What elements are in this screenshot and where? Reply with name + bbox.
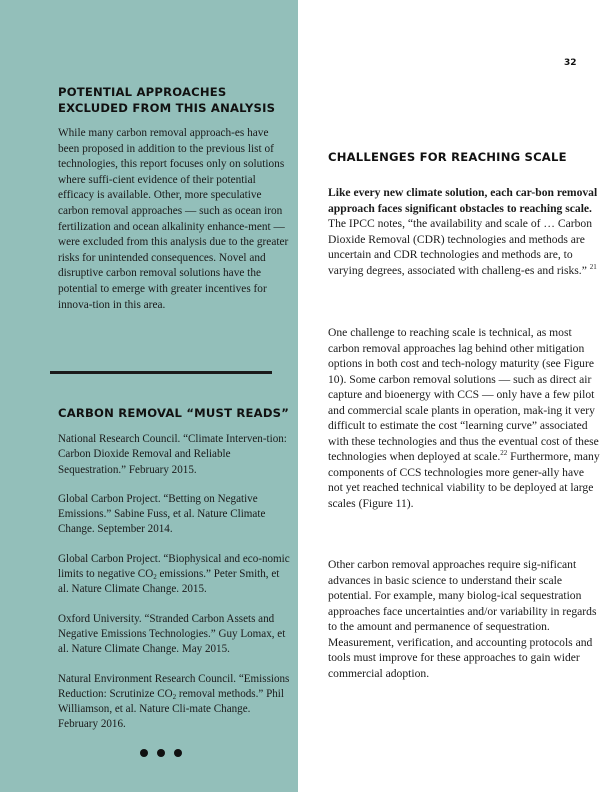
paragraph-science: Other carbon removal approaches require sig-nificant advances in basic science to understand their scale potential. For example, many biolog-ical sequestration approaches face uncertainties and/or variability in regards to the amount and permanence of sequestration. Measurement, verification, and accounting protocols and tools must improve for these approaches to gain wider commercial adoption. bbox=[328, 558, 597, 680]
challenges-heading: CHALLENGES FOR REACHING SCALE bbox=[328, 150, 567, 164]
footnote-ref: 21 bbox=[589, 262, 597, 271]
excluded-approaches-heading bbox=[58, 84, 288, 116]
paragraph-text: Furthermore, many components of CCS technologies more gener-ally have not yet reached technical viability to be deployed at large scales (Figure 11). bbox=[328, 450, 600, 510]
section-divider bbox=[50, 371, 272, 374]
paragraph-text: One challenge to reaching scale is technical, as most carbon removal approaches lag behind other mitigation options in both cost and tech-nology maturity (see Figure 10). Some carbon removal solutions — such as direct air capture and bioenergy with CCS — only have a few pilot and commercial scale plants in operation, mak-ing it very difficult to estimate the cost “learning curve” associated with these technologies and thus the eventual cost of these technologies when deployed at scale. bbox=[328, 326, 599, 463]
dot-icon bbox=[157, 749, 165, 757]
page-number: 32 bbox=[564, 58, 577, 68]
heading-line-2: EXCLUDED FROM THIS ANALYSIS bbox=[58, 101, 276, 115]
paragraph-text: The IPCC notes, “the availability and scale of … Carbon Dioxide Removal (CDR) technologies and methods are uncertain and CDR technologies and methods are, to varying degrees, associated with challeng-es and risks.” bbox=[328, 217, 593, 277]
sidebar-panel bbox=[0, 0, 298, 792]
subscript: 2 bbox=[172, 692, 177, 701]
dot-icon bbox=[174, 749, 182, 757]
reference-item bbox=[58, 552, 290, 598]
ref-text-post: removal methods.” Phil Williamson, et al. Nature Cli-mate Change. February 2016. bbox=[58, 687, 284, 731]
footnote-ref: 22 bbox=[500, 449, 508, 457]
must-reads-list bbox=[58, 432, 290, 747]
ref-text-pre: Natural Environment Research Council. “Emissions Reduction: Scrutinize CO bbox=[58, 672, 290, 700]
must-reads-heading: CARBON REMOVAL “MUST READS” bbox=[58, 406, 290, 420]
ref-text-post: emissions.” Peter Smith, et al. Nature Climate Change. 2015. bbox=[58, 568, 280, 596]
reference-item: Global Carbon Project. “Betting on Negative Emissions.” Sabine Fuss, et al. Nature Climate Change. September 2014. bbox=[58, 492, 266, 536]
ellipsis-dots-icon bbox=[140, 749, 182, 757]
subscript: 2 bbox=[153, 573, 157, 582]
paragraph-technical bbox=[328, 325, 600, 511]
reference-item: National Research Council. “Climate Interven-tion: Carbon Dioxide Removal and Reliable Sequestration.” February 2015. bbox=[58, 433, 287, 476]
reference-item: Oxford University. “Stranded Carbon Assets and Negative Emissions Technologies.” Guy Lomax, et al. Nature Climate Change. May 2015. bbox=[58, 612, 286, 656]
reference-item bbox=[58, 672, 290, 733]
excluded-approaches-body: While many carbon removal approach-es have been proposed in addition to the previous list of technologies, this report focuses only on solutions where suffi-cient evidence of their potential efficacy is available. Other, more speculative carbon removal approaches — such as ocean iron fertilization and ocean alkalinity enhance-ment — were excluded from this analysis due to the greater risks for unintended consequences. Novel and disruptive carbon removal solutions have the potential to emerge with greater incentives for innova-tion in this area. bbox=[58, 127, 289, 311]
paragraph-intro bbox=[328, 185, 600, 278]
lead-bold-text: Like every new climate solution, each car-bon removal approach faces significant obstacles to reaching scale. bbox=[328, 186, 598, 215]
dot-icon bbox=[140, 749, 148, 757]
heading-line-1: POTENTIAL APPROACHES bbox=[58, 85, 227, 99]
ref-text-pre: Global Carbon Project. “Biophysical and eco-nomic limits to negative CO bbox=[58, 552, 290, 581]
